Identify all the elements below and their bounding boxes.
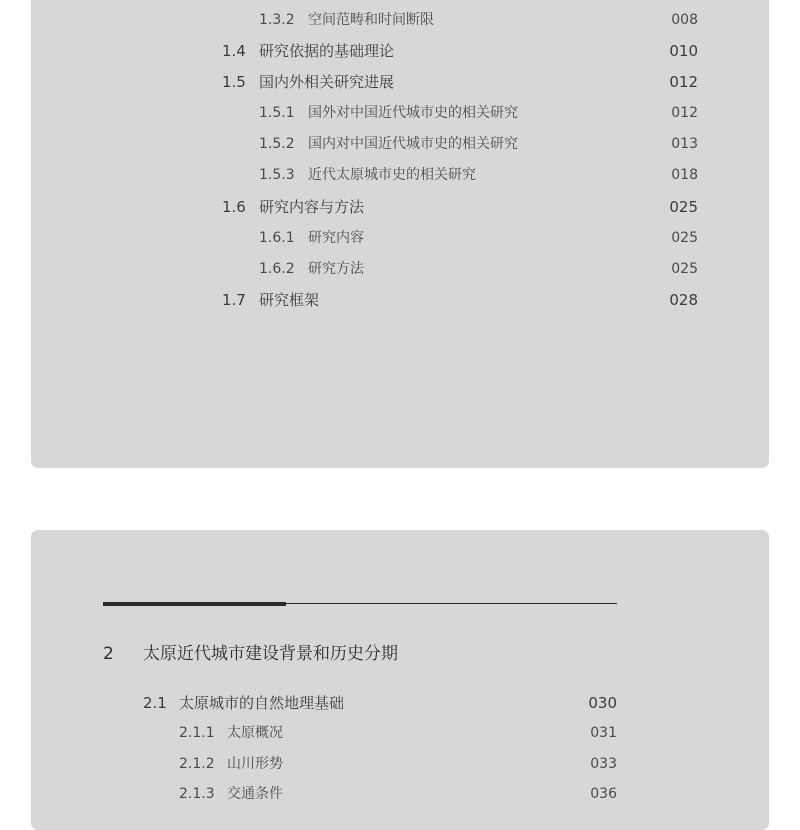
toc-entry[interactable] [222, 39, 698, 63]
page-number: 036 [590, 786, 617, 802]
section-title: 国内外相关研究进展 [259, 73, 395, 91]
toc-entry[interactable] [179, 782, 617, 806]
toc-entry[interactable] [222, 288, 698, 312]
page-number: 025 [671, 230, 698, 246]
divider-accent-bar [103, 602, 286, 606]
toc-entry[interactable] [259, 8, 698, 32]
section-number: 1.7 [222, 291, 246, 309]
section-number: 1.4 [222, 42, 246, 60]
section-number: 1.5.2 [259, 136, 295, 152]
section-number: 1.6 [222, 198, 246, 216]
chapter-title: 太原近代城市建设背景和历史分期 [143, 644, 398, 664]
page-number: 025 [671, 261, 698, 277]
section-title: 研究框架 [259, 291, 320, 309]
section-number: 2.1.3 [179, 786, 215, 802]
section-title: 山川形势 [227, 756, 283, 772]
page-number: 010 [669, 42, 698, 60]
section-title: 研究内容 [308, 230, 364, 246]
toc-entry[interactable] [259, 257, 698, 281]
toc-panel-chapter-2 [31, 530, 769, 830]
section-title: 国外对中国近代城市史的相关研究 [308, 105, 518, 121]
section-title: 太原概况 [227, 725, 283, 741]
section-number: 2.1.2 [179, 756, 215, 772]
section-title: 国内对中国近代城市史的相关研究 [308, 136, 518, 152]
section-number: 2.1 [143, 694, 167, 712]
toc-entry[interactable] [259, 163, 698, 187]
section-title: 研究方法 [308, 261, 364, 277]
page-number: 033 [590, 756, 617, 772]
toc-entry[interactable] [179, 721, 617, 745]
section-title: 空间范畴和时间断限 [308, 12, 434, 28]
chapter-heading[interactable] [103, 640, 617, 668]
section-number: 1.5.1 [259, 105, 295, 121]
section-number: 1.6.1 [259, 230, 295, 246]
toc-panel-chapter-1 [31, 0, 769, 468]
section-number: 1.5.3 [259, 167, 295, 183]
section-number: 1.3.2 [259, 12, 295, 28]
page-number: 031 [590, 725, 617, 741]
page-number: 025 [669, 198, 698, 216]
toc-entry[interactable] [259, 226, 698, 250]
section-title: 近代太原城市史的相关研究 [308, 167, 476, 183]
page-number: 012 [671, 105, 698, 121]
toc-entry[interactable] [222, 195, 698, 219]
page-number: 013 [671, 136, 698, 152]
toc-entry[interactable] [222, 70, 698, 94]
chapter-number: 2 [103, 644, 114, 664]
page-number: 018 [671, 167, 698, 183]
section-title: 交通条件 [227, 786, 283, 802]
toc-entry[interactable] [259, 101, 698, 125]
toc-entry[interactable] [259, 132, 698, 156]
section-number: 1.6.2 [259, 261, 295, 277]
page-number: 030 [588, 694, 617, 712]
section-number: 1.5 [222, 73, 246, 91]
toc-entry[interactable] [143, 691, 617, 715]
section-title: 太原城市的自然地理基础 [179, 694, 345, 712]
page-number: 012 [669, 73, 698, 91]
page-number: 028 [669, 291, 698, 309]
section-title: 研究依据的基础理论 [259, 42, 395, 60]
section-title: 研究内容与方法 [259, 198, 365, 216]
section-number: 2.1.1 [179, 725, 215, 741]
toc-entry[interactable] [179, 752, 617, 776]
page-number: 008 [671, 12, 698, 28]
